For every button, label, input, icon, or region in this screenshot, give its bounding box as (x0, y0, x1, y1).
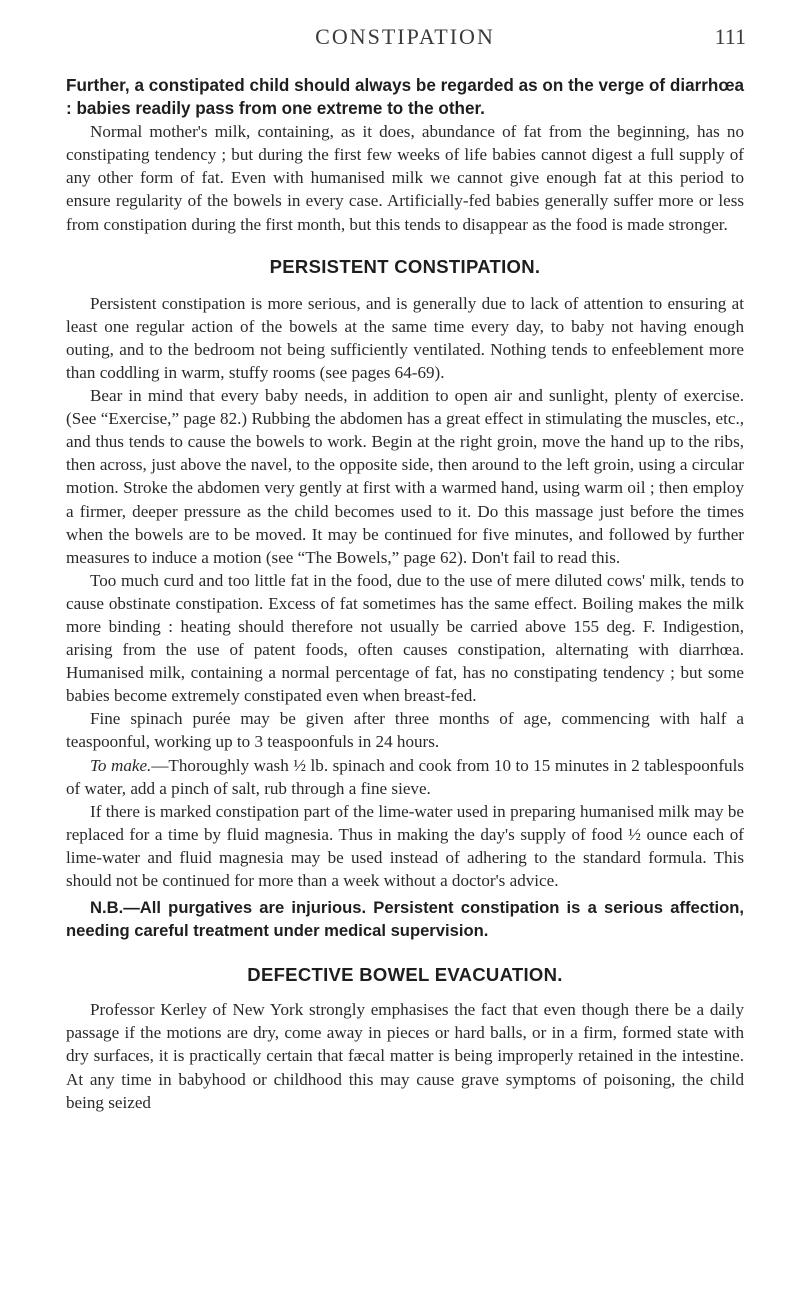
section-heading-persistent: PERSISTENT CONSTIPATION. (269, 255, 541, 277)
paragraph: If there is marked constipation part of the lime-water used in preparing humanised milk may be replaced for a time by fluid magnesia. Thus in making the day's supply of food ½ ounce each of lime-water and fluid magnesia may be used instead of adhering to the standard formula. This should not be continued for more than a week without a doctor's advice. (66, 801, 744, 890)
running-header (66, 0, 744, 74)
nb-warning: N.B.—All purgatives are injurious. Persistent constipation is a serious affection, needing careful treatment under medical supervision. (66, 898, 744, 941)
paragraph: Professor Kerley of New York strongly emphasises the fact that even though there be a daily passage if the motions are dry, come away in pieces or hard balls, or in a firm, formed state with dry surfaces, it is practically certain that fæcal matter is being improperly retained in the intestine. At any time in babyhood or childhood this may cause grave symptoms of poisoning, the child being seized (66, 1000, 744, 1112)
running-title: CONSTIPATION (315, 24, 495, 49)
intro-body-paragraph: Normal mother's milk, containing, as it does, abundance of fat from the beginning, has no constipating tendency ; but during the first few weeks of life babies cannot digest a full supply of any other form of fat. Even with humanised milk we cannot give enough fat at this period to ensure regularity of the bowels in every case. Artificially-fed babies generally suffer more or less from constipation during the first month, but this tends to disappear as the food is made stronger. (66, 122, 744, 234)
intro-paragraph (66, 74, 744, 120)
recipe-paragraph (66, 754, 744, 800)
paragraph: Too much curd and too little fat in the food, due to the use of mere diluted cows' milk, tends to cause obstinate constipation. Excess of fat sometimes has the same effect. Boiling makes the milk more binding : heating should therefore not usually be carried above 155 deg. F. Indigestion, arising from the use of patent foods, often causes constipation, alternating with diarrhœa. Humanised milk, containing a normal percentage of fat, has no constipating tendency ; but some babies become extremely constipated even when breast-fed. (66, 570, 744, 706)
paragraph: Persistent constipation is more serious, and is generally due to lack of attention to ensuring at least one regular action of the bowels at the same time every day, to baby not having enough outing, and to the bedroom not being sufficiently ventilated. Nothing tends to enfeeblement more than coddling in warm, stuffy rooms (see pages 64-69). (66, 293, 744, 382)
section-heading-defective: DEFECTIVE BOWEL EVACUATION. (247, 964, 563, 986)
paragraph: Fine spinach purée may be given after three months of age, commencing with half a teaspoonful, working up to 3 teaspoonfuls in 24 hours. (66, 709, 744, 752)
page-number: 111 (714, 24, 746, 49)
recipe-text: —Thoroughly wash ½ lb. spinach and cook from 10 to 15 minutes in 2 tablespoonfuls of water, add a pinch of salt, rub through a fine sieve. (66, 755, 744, 798)
to-make-label: To make. (90, 755, 152, 775)
paragraph: Bear in mind that every baby needs, in addition to open air and sunlight, plenty of exercise. (See “Exercise,” page 82.) Rubbing the abdomen has a great effect in stimulating the muscles, etc., and thus tends to cause the bowels to work. Begin at the right groin, move the hand up to the ribs, then across, just above the navel, to the opposite side, then around to the left groin, using a circular motion. Stroke the abdomen very gently at first with a warmed hand, using warm oil ; then employ a firmer, deeper pressure as the child becomes used to it. Do this massage just before the times when the bowels are to be moved. It may be continued for five minutes, and followed by further measures to induce a motion (see “The Bowels,” page 62). Don't fail to read this. (66, 386, 744, 567)
intro-lead-sentence: Further, a constipated child should always be regarded as on the verge of diarrhœa : babies readily pass from one extreme to the other. (66, 76, 744, 119)
